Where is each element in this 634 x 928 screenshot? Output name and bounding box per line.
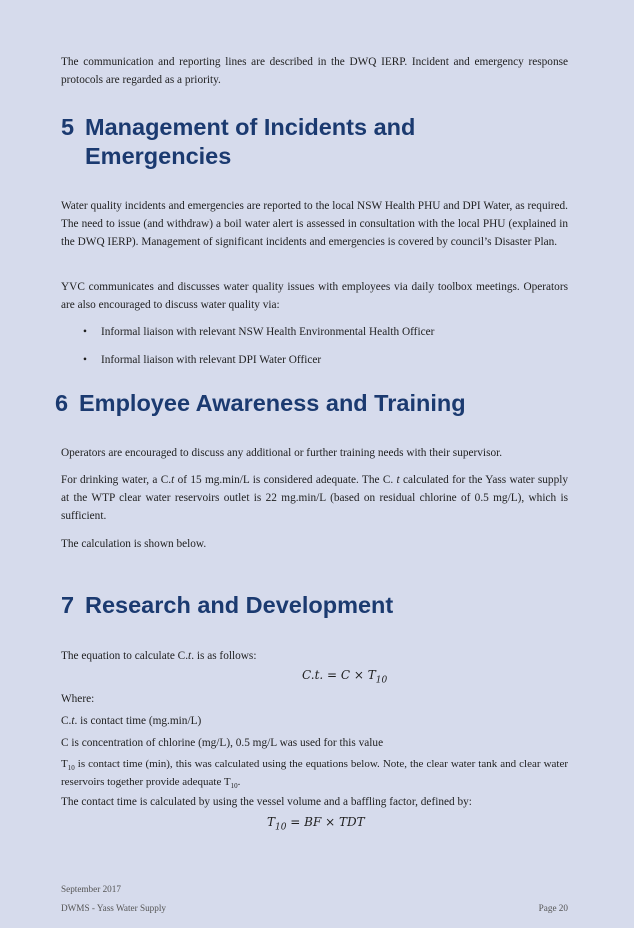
equation-ct: C.t. = $C \times T_{10}$	[302, 668, 388, 686]
section-5-paragraph-2: YVC communicates and discusses water quality issues with employees via daily toolbox meetings. Operators are also encouraged to discuss water quality via:	[61, 281, 568, 311]
section-5-title-line2: Emergencies	[85, 143, 232, 169]
section-5-title-line1: Management of Incidents and	[85, 114, 416, 140]
bullet-icon: •	[83, 326, 87, 338]
section-6-paragraph-1: Operators are encouraged to discuss any additional or further training needs with their supervisor.	[61, 447, 503, 459]
bullet-icon: •	[83, 354, 87, 366]
section-7-paragraph-1: The equation to calculate C.t. is as follows:	[61, 650, 257, 662]
section-7-title: Research and Development	[85, 592, 394, 618]
definition-ct: C.t. is contact time (mg.min/L)	[61, 715, 202, 727]
section-5-number: 5	[61, 114, 75, 140]
equation-t10: $T_{10}$ = BF × TDT	[267, 815, 365, 833]
footer-date: September 2017	[61, 884, 121, 894]
where-label: Where:	[61, 693, 95, 705]
section-5-heading	[61, 113, 74, 141]
section-6-title: Employee Awareness and Training	[79, 390, 466, 416]
definition-t10: $T_{10}$ is contact time (min), this was calculated using the equations below. Note, the clear water tank and clear water reservoirs together provide adequate $T_{10}$.	[61, 758, 568, 791]
section-7-heading	[61, 591, 74, 619]
list-item: • Informal liaison with relevant DPI Water Officer	[83, 354, 322, 366]
section-7-number: 7	[61, 592, 75, 618]
intro-paragraph: The communication and reporting lines are described in the DWQ IERP. Incident and emergency response protocols are regarded as a priority.	[61, 56, 568, 86]
section-6-number: 6	[55, 390, 69, 416]
footer-document-name: DWMS - Yass Water Supply	[61, 903, 167, 913]
section-6-paragraph-2: For drinking water, a C.t of 15 mg.min/L is considered adequate. The C. t calculated for the Yass water supply at the WTP clear water reservoirs outlet is 22 mg.min/L (based on residual chlorine of 0.5 mg/L), which is sufficient.	[61, 474, 568, 522]
definition-c: C is concentration of chlorine (mg/L), 0.5 mg/L was used for this value	[61, 737, 384, 749]
section-6-heading	[55, 389, 68, 417]
list-item: • Informal liaison with relevant NSW Health Environmental Health Officer	[83, 326, 435, 338]
definition-contact-time: The contact time is calculated by using the vessel volume and a baffling factor, defined by:	[61, 796, 472, 808]
section-5-paragraph-1: Water quality incidents and emergencies are reported to the local NSW Health PHU and DPI Water, as required. The need to issue (and withdraw) a boil water alert is assessed in consultation with the local PHU (explained in the DWQ IERP). Management of significant incidents and emergencies is covered by council’s Disaster Plan.	[61, 200, 568, 248]
footer-page-number: Page 20	[538, 903, 568, 913]
section-6-paragraph-3: The calculation is shown below.	[61, 538, 207, 550]
